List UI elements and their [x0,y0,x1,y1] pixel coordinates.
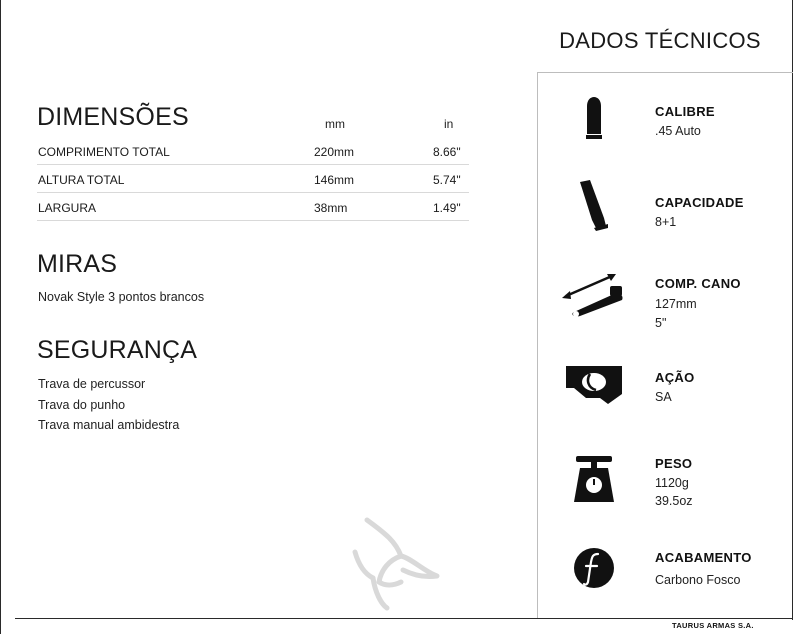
dimensions-col-mm: mm [325,117,345,131]
spec-label-acabamento: ACABAMENTO [655,550,752,565]
dimensions-col-in: in [444,117,454,131]
spec-value-acao: SA [655,390,672,404]
dimension-row [37,198,469,221]
seguranca-item: Trava do punho [38,398,126,412]
bullet-icon [560,88,628,144]
dimension-mm: 146mm [314,173,355,187]
spec-value-capacidade: 8+1 [655,215,677,229]
spec-label-calibre: CALIBRE [655,104,715,119]
seguranca-item: Trava manual ambidestra [38,418,180,432]
dimension-mm: 38mm [314,201,348,215]
dimension-mm: 220mm [314,145,355,159]
specs-panel [537,72,793,619]
bull-logo-watermark [345,512,445,612]
miras-text: Novak Style 3 pontos brancos [38,290,205,304]
spec-value-comp-cano: 5" [655,316,667,330]
dimension-row [37,142,469,165]
scale-icon [560,452,628,508]
footer-company: TAURUS ARMAS S.A. [672,621,754,630]
spec-value-peso: 39.5oz [655,494,693,508]
dimension-in: 1.49" [433,201,461,215]
barrel-icon [560,266,628,322]
spec-label-capacidade: CAPACIDADE [655,195,744,210]
footer-divider [15,618,793,619]
dimension-in: 5.74" [433,173,461,187]
magazine-icon [560,178,628,234]
dimensions-heading: DIMENSÕES [37,103,189,131]
dimension-row [37,170,469,193]
spec-value-peso: 1120g [655,476,689,490]
finish-icon [560,540,628,596]
spec-value-comp-cano: 127mm [655,297,697,311]
dimension-name: ALTURA TOTAL [38,173,125,187]
spec-value-acabamento: Carbono Fosco [655,573,741,587]
spec-label-acao: AÇÃO [655,370,695,385]
dimension-name: COMPRIMENTO TOTAL [38,145,170,159]
spec-label-peso: PESO [655,456,693,471]
spec-label-comp-cano: COMP. CANO [655,276,741,291]
miras-heading: MIRAS [37,250,118,278]
seguranca-heading: SEGURANÇA [37,336,198,364]
page-border-left [0,0,1,634]
panel-title: DADOS TÉCNICOS [559,28,761,53]
seguranca-item: Trava de percussor [38,377,146,391]
spec-value-calibre: .45 Auto [655,124,701,138]
dimension-in: 8.66" [433,145,461,159]
action-icon [560,358,628,414]
dimension-name: LARGURA [38,201,97,215]
